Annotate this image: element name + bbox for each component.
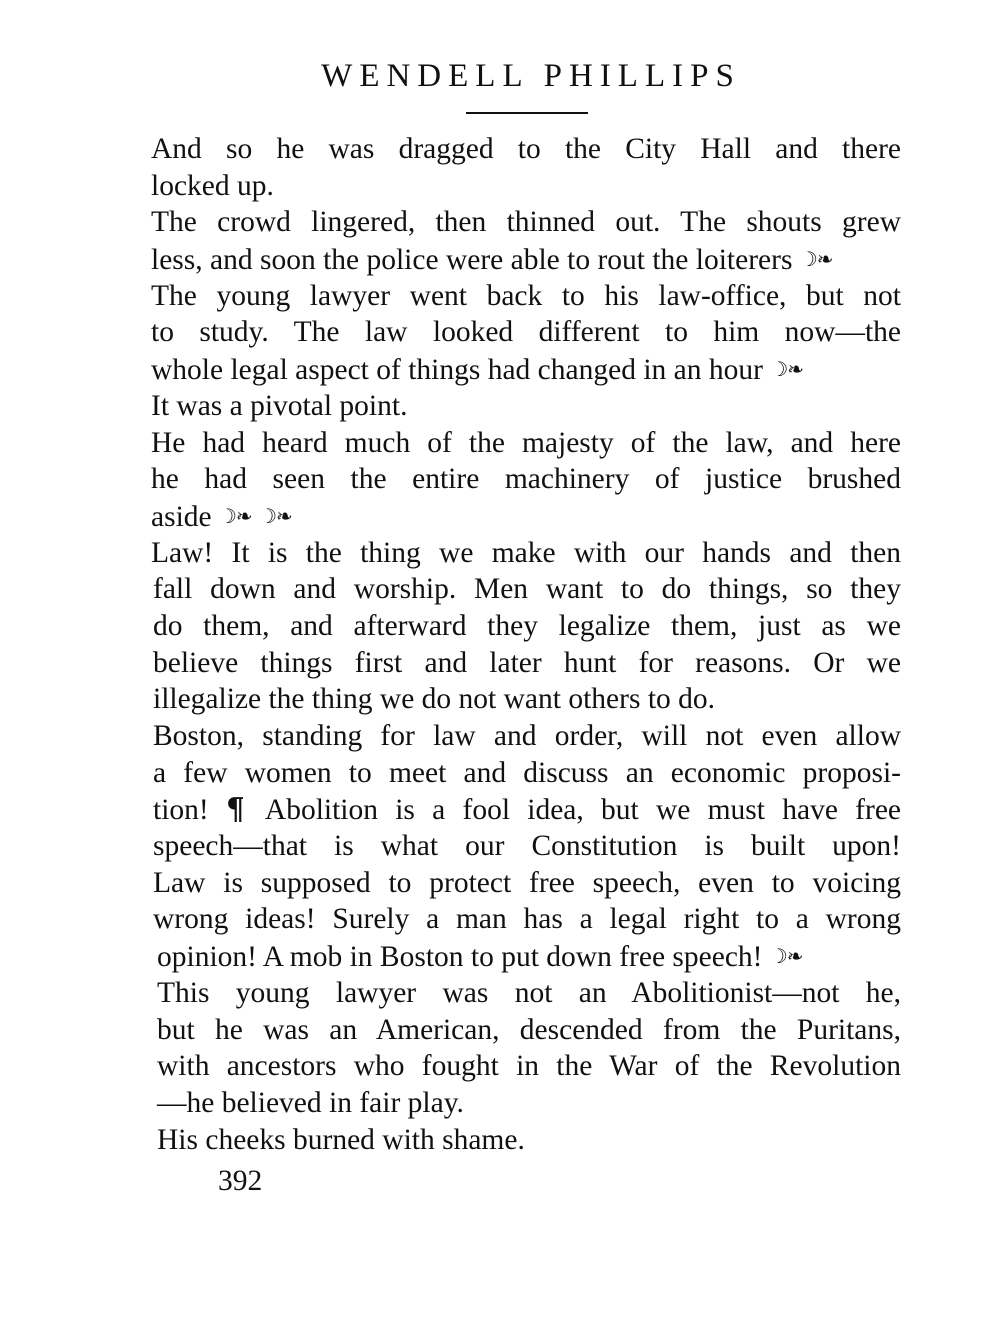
page-number: 392	[218, 1165, 263, 1197]
text-line	[151, 241, 901, 278]
leaf-ornament-icon: ☽❧	[799, 247, 833, 272]
text-line	[151, 1048, 901, 1085]
text-line	[151, 314, 901, 351]
text-line-content: whole legal aspect of things had changed in an hour	[151, 354, 763, 387]
text-line-content: It was a pivotal point.	[151, 389, 408, 422]
text-line	[151, 388, 901, 425]
text-line	[151, 535, 901, 572]
text-line-content: And so he was dragged to the City Hall and there	[151, 133, 901, 165]
text-line-content: His cheeks burned with shame.	[157, 1123, 525, 1156]
text-line	[151, 755, 901, 792]
text-line	[151, 168, 901, 205]
text-line	[151, 938, 901, 975]
text-line-content: a few women to meet and discuss an economic proposi-	[153, 756, 901, 789]
text-line	[151, 278, 901, 315]
text-line-content: believe things first and later hunt for reasons. Or we	[153, 646, 901, 679]
text-line	[151, 975, 901, 1012]
text-line-content: less, and soon the police were able to rout the loiterers	[151, 244, 793, 277]
text-line	[151, 608, 901, 645]
text-line	[151, 571, 901, 608]
text-line	[151, 901, 901, 938]
leaf-ornament-icon: ☽❧	[219, 503, 252, 528]
text-line-content: opinion! A mob in Boston to put down free speech!	[157, 941, 763, 974]
leaf-ornament-icon: ☽❧	[769, 944, 803, 969]
text-line	[151, 791, 901, 828]
text-line-content: Abolition is a fool idea, but we must have free	[264, 794, 901, 827]
text-line	[151, 351, 901, 388]
text-line-content: The young lawyer went back to his law-office, but not	[151, 279, 901, 312]
text-line	[151, 1012, 901, 1049]
text-line-content: do them, and afterward they legalize them, just as we	[153, 609, 901, 642]
text-line-content: He had heard much of the majesty of the law, and here	[151, 426, 901, 459]
text-line	[151, 1122, 901, 1159]
text-line-content: The crowd lingered, then thinned out. The shouts grew	[151, 206, 901, 239]
text-line	[151, 718, 901, 755]
body-text	[151, 131, 901, 1158]
text-line-content: This young lawyer was not an Abolitionist—not he,	[157, 976, 901, 1009]
text-line	[151, 461, 901, 498]
text-line-content: speech—that is what our Constitution is built upon!	[153, 830, 901, 863]
text-line-content: aside	[151, 500, 212, 533]
text-line	[151, 828, 901, 865]
text-line	[151, 681, 901, 718]
text-line-content: —he believed in fair play.	[157, 1086, 464, 1119]
text-line-content: wrong ideas! Surely a man has a legal right to a wrong	[153, 903, 901, 936]
pilcrow-mark: ¶	[225, 791, 265, 827]
text-line	[151, 498, 901, 535]
text-line-content: with ancestors who fought in the War of the Revolution	[157, 1050, 901, 1083]
text-line-content: fall down and worship. Men want to do things, so they	[153, 573, 901, 606]
text-line-content: Law! It is the thing we make with our hands and then	[151, 536, 901, 569]
text-line	[151, 204, 901, 241]
text-line-content: to study. The law looked different to him now—the	[151, 316, 901, 349]
text-line-content: locked up.	[151, 169, 274, 202]
running-head-rule	[466, 112, 588, 114]
text-line-content: illegalize the thing we do not want others to do.	[153, 683, 716, 716]
text-line-content: but he was an American, descended from the Puritans,	[157, 1013, 901, 1046]
text-line	[151, 425, 901, 462]
text-line	[151, 1085, 901, 1122]
text-line-content: he had seen the entire machinery of justice brushed	[151, 463, 901, 496]
running-head: WENDELL PHILLIPS	[321, 58, 741, 94]
text-line	[151, 131, 901, 168]
text-line	[151, 865, 901, 902]
text-line-content: Law is supposed to protect free speech, even to voicing	[153, 866, 901, 899]
text-line-content: Boston, standing for law and order, will not even allow	[153, 720, 901, 752]
text-line-lead: tion!	[153, 794, 226, 827]
leaf-ornament-icon: ☽❧	[259, 503, 292, 528]
leaf-ornament-icon: ☽❧	[770, 357, 804, 382]
text-line	[151, 645, 901, 682]
